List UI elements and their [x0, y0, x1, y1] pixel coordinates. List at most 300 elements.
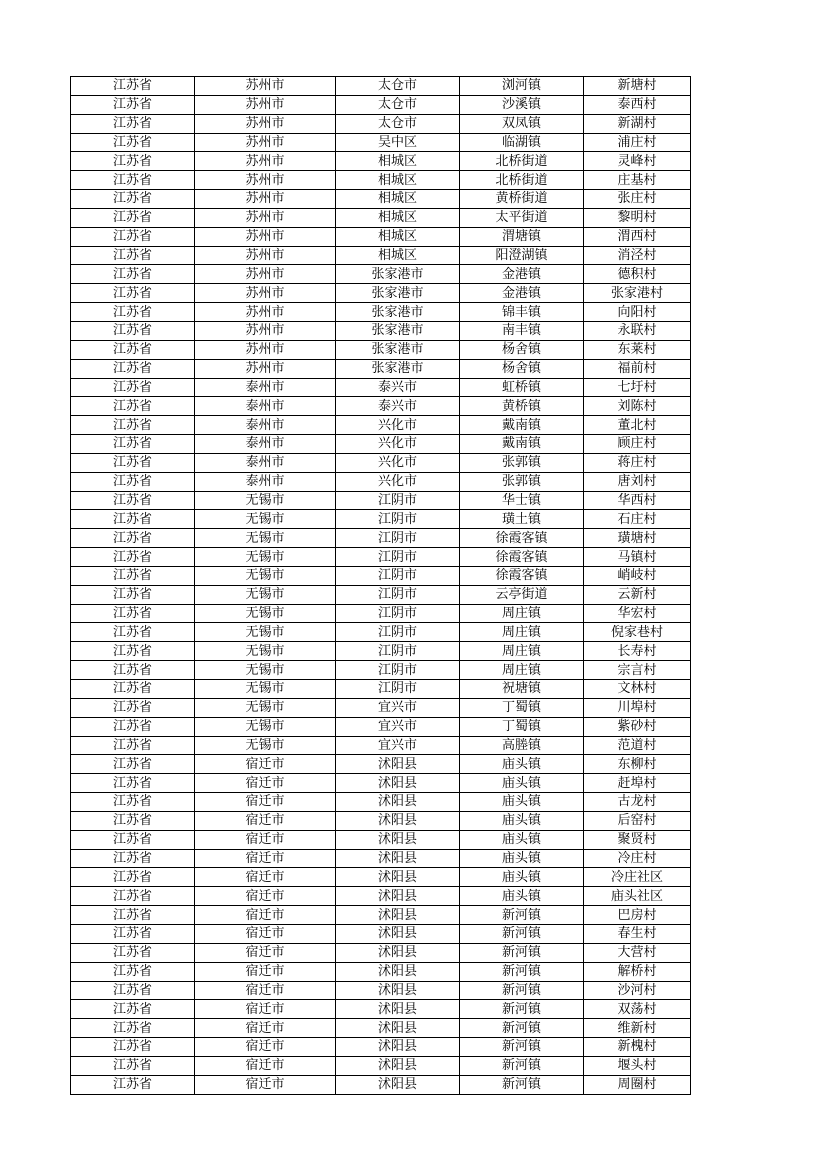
city-cell: 苏州市 [195, 321, 336, 340]
table-row [71, 1075, 691, 1094]
province-cell: 江苏省 [71, 208, 195, 227]
village-cell: 蒋庄村 [584, 453, 691, 472]
table-row [71, 566, 691, 585]
province-cell: 江苏省 [71, 284, 195, 303]
province-cell: 江苏省 [71, 265, 195, 284]
town-cell: 丁蜀镇 [460, 717, 584, 736]
city-cell: 苏州市 [195, 246, 336, 265]
county-cell: 相城区 [336, 208, 460, 227]
county-cell: 江阴市 [336, 623, 460, 642]
town-cell: 临湖镇 [460, 133, 584, 152]
town-cell: 张郭镇 [460, 453, 584, 472]
city-cell: 无锡市 [195, 623, 336, 642]
table-row [71, 265, 691, 284]
table-row [71, 152, 691, 171]
table-row [71, 171, 691, 190]
table-row [71, 623, 691, 642]
city-cell: 宿迁市 [195, 1056, 336, 1075]
town-cell: 渭塘镇 [460, 227, 584, 246]
table-row [71, 321, 691, 340]
town-cell: 金港镇 [460, 265, 584, 284]
town-cell: 新河镇 [460, 906, 584, 925]
province-cell: 江苏省 [71, 924, 195, 943]
town-cell: 南丰镇 [460, 321, 584, 340]
village-cell: 倪家巷村 [584, 623, 691, 642]
county-cell: 沭阳县 [336, 1000, 460, 1019]
county-cell: 太仓市 [336, 77, 460, 96]
county-cell: 相城区 [336, 227, 460, 246]
city-cell: 苏州市 [195, 208, 336, 227]
table-row [71, 962, 691, 981]
county-cell: 相城区 [336, 190, 460, 209]
town-cell: 新河镇 [460, 1056, 584, 1075]
village-cell: 张家港村 [584, 284, 691, 303]
village-cell: 新湖村 [584, 114, 691, 133]
town-cell: 新河镇 [460, 924, 584, 943]
table-row [71, 77, 691, 96]
city-cell: 宿迁市 [195, 830, 336, 849]
county-cell: 吴中区 [336, 133, 460, 152]
county-cell: 沭阳县 [336, 943, 460, 962]
village-cell: 消泾村 [584, 246, 691, 265]
table-row [71, 340, 691, 359]
town-cell: 新河镇 [460, 1019, 584, 1038]
province-cell: 江苏省 [71, 793, 195, 812]
province-cell: 江苏省 [71, 453, 195, 472]
village-cell: 华宏村 [584, 604, 691, 623]
city-cell: 宿迁市 [195, 962, 336, 981]
county-cell: 江阴市 [336, 585, 460, 604]
town-cell: 庙头镇 [460, 849, 584, 868]
town-cell: 璜土镇 [460, 510, 584, 529]
county-cell: 兴化市 [336, 416, 460, 435]
village-cell: 双荡村 [584, 1000, 691, 1019]
county-cell: 沭阳县 [336, 811, 460, 830]
county-cell: 江阴市 [336, 566, 460, 585]
county-cell: 兴化市 [336, 453, 460, 472]
city-cell: 无锡市 [195, 698, 336, 717]
town-cell: 周庄镇 [460, 642, 584, 661]
town-cell: 新河镇 [460, 1038, 584, 1057]
village-cell: 庙头社区 [584, 887, 691, 906]
province-cell: 江苏省 [71, 566, 195, 585]
province-cell: 江苏省 [71, 416, 195, 435]
table-row [71, 472, 691, 491]
village-cell: 石庄村 [584, 510, 691, 529]
town-cell: 锦丰镇 [460, 303, 584, 322]
county-cell: 宜兴市 [336, 717, 460, 736]
town-cell: 北桥街道 [460, 171, 584, 190]
town-cell: 丁蜀镇 [460, 698, 584, 717]
village-cell: 张庄村 [584, 190, 691, 209]
city-cell: 泰州市 [195, 378, 336, 397]
city-cell: 宿迁市 [195, 1075, 336, 1094]
town-cell: 徐霞客镇 [460, 566, 584, 585]
city-cell: 泰州市 [195, 472, 336, 491]
city-cell: 无锡市 [195, 680, 336, 699]
province-cell: 江苏省 [71, 661, 195, 680]
village-cell: 顾庄村 [584, 435, 691, 454]
table-row [71, 378, 691, 397]
city-cell: 宿迁市 [195, 793, 336, 812]
town-cell: 庙头镇 [460, 868, 584, 887]
table-row [71, 604, 691, 623]
province-cell: 江苏省 [71, 246, 195, 265]
province-cell: 江苏省 [71, 585, 195, 604]
city-cell: 宿迁市 [195, 981, 336, 1000]
village-cell: 灵峰村 [584, 152, 691, 171]
province-cell: 江苏省 [71, 114, 195, 133]
village-cell: 长寿村 [584, 642, 691, 661]
city-cell: 苏州市 [195, 227, 336, 246]
city-cell: 宿迁市 [195, 943, 336, 962]
city-cell: 宿迁市 [195, 906, 336, 925]
town-cell: 庙头镇 [460, 774, 584, 793]
city-cell: 泰州市 [195, 416, 336, 435]
table-row [71, 698, 691, 717]
province-cell: 江苏省 [71, 133, 195, 152]
village-table [70, 76, 691, 1095]
table-row [71, 1019, 691, 1038]
table-row [71, 849, 691, 868]
province-cell: 江苏省 [71, 774, 195, 793]
city-cell: 无锡市 [195, 548, 336, 567]
county-cell: 张家港市 [336, 284, 460, 303]
county-cell: 江阴市 [336, 548, 460, 567]
province-cell: 江苏省 [71, 830, 195, 849]
village-cell: 古龙村 [584, 793, 691, 812]
city-cell: 宿迁市 [195, 924, 336, 943]
village-cell: 峭岐村 [584, 566, 691, 585]
table-row [71, 303, 691, 322]
county-cell: 江阴市 [336, 604, 460, 623]
province-cell: 江苏省 [71, 1038, 195, 1057]
table-row [71, 774, 691, 793]
county-cell: 沭阳县 [336, 1019, 460, 1038]
table-row [71, 793, 691, 812]
city-cell: 宿迁市 [195, 868, 336, 887]
table-row [71, 208, 691, 227]
table-row [71, 585, 691, 604]
village-cell: 东柳村 [584, 755, 691, 774]
province-cell: 江苏省 [71, 378, 195, 397]
city-cell: 无锡市 [195, 661, 336, 680]
county-cell: 沭阳县 [336, 830, 460, 849]
town-cell: 新河镇 [460, 962, 584, 981]
village-cell: 冷庄村 [584, 849, 691, 868]
city-cell: 无锡市 [195, 510, 336, 529]
province-cell: 江苏省 [71, 906, 195, 925]
town-cell: 高塍镇 [460, 736, 584, 755]
table-row [71, 717, 691, 736]
village-cell: 解桥村 [584, 962, 691, 981]
county-cell: 江阴市 [336, 491, 460, 510]
table-row [71, 943, 691, 962]
county-cell: 沭阳县 [336, 981, 460, 1000]
county-cell: 沭阳县 [336, 868, 460, 887]
table-row [71, 95, 691, 114]
village-cell: 赶埠村 [584, 774, 691, 793]
county-cell: 相城区 [336, 171, 460, 190]
province-cell: 江苏省 [71, 887, 195, 906]
table-row [71, 529, 691, 548]
province-cell: 江苏省 [71, 303, 195, 322]
county-cell: 太仓市 [336, 95, 460, 114]
city-cell: 宿迁市 [195, 887, 336, 906]
city-cell: 泰州市 [195, 397, 336, 416]
village-cell: 春生村 [584, 924, 691, 943]
town-cell: 戴南镇 [460, 416, 584, 435]
village-cell: 董北村 [584, 416, 691, 435]
village-cell: 冷庄社区 [584, 868, 691, 887]
town-cell: 杨舍镇 [460, 340, 584, 359]
village-cell: 宗言村 [584, 661, 691, 680]
province-cell: 江苏省 [71, 397, 195, 416]
table-row [71, 755, 691, 774]
city-cell: 宿迁市 [195, 1038, 336, 1057]
county-cell: 江阴市 [336, 529, 460, 548]
table-row [71, 284, 691, 303]
table-row [71, 981, 691, 1000]
town-cell: 新河镇 [460, 943, 584, 962]
county-cell: 张家港市 [336, 303, 460, 322]
province-cell: 江苏省 [71, 623, 195, 642]
village-cell: 大营村 [584, 943, 691, 962]
table-row [71, 868, 691, 887]
county-cell: 沭阳县 [336, 755, 460, 774]
county-cell: 江阴市 [336, 661, 460, 680]
province-cell: 江苏省 [71, 340, 195, 359]
town-cell: 徐霞客镇 [460, 529, 584, 548]
town-cell: 戴南镇 [460, 435, 584, 454]
table-row [71, 133, 691, 152]
county-cell: 兴化市 [336, 472, 460, 491]
city-cell: 泰州市 [195, 453, 336, 472]
table-row [71, 906, 691, 925]
table-row [71, 642, 691, 661]
province-cell: 江苏省 [71, 491, 195, 510]
province-cell: 江苏省 [71, 698, 195, 717]
county-cell: 沭阳县 [336, 1038, 460, 1057]
village-cell: 聚贤村 [584, 830, 691, 849]
province-cell: 江苏省 [71, 1075, 195, 1094]
province-cell: 江苏省 [71, 1056, 195, 1075]
county-cell: 张家港市 [336, 321, 460, 340]
city-cell: 苏州市 [195, 114, 336, 133]
province-cell: 江苏省 [71, 171, 195, 190]
city-cell: 无锡市 [195, 642, 336, 661]
village-cell: 华西村 [584, 491, 691, 510]
city-cell: 宿迁市 [195, 1000, 336, 1019]
county-cell: 沭阳县 [336, 887, 460, 906]
town-cell: 黄桥镇 [460, 397, 584, 416]
village-cell: 泰西村 [584, 95, 691, 114]
table-row [71, 227, 691, 246]
town-cell: 新河镇 [460, 981, 584, 1000]
province-cell: 江苏省 [71, 680, 195, 699]
province-cell: 江苏省 [71, 755, 195, 774]
village-cell: 新塘村 [584, 77, 691, 96]
province-cell: 江苏省 [71, 529, 195, 548]
city-cell: 无锡市 [195, 604, 336, 623]
village-cell: 永联村 [584, 321, 691, 340]
village-cell: 巴房村 [584, 906, 691, 925]
village-cell: 后窑村 [584, 811, 691, 830]
province-cell: 江苏省 [71, 95, 195, 114]
table-row [71, 680, 691, 699]
city-cell: 苏州市 [195, 171, 336, 190]
county-cell: 沭阳县 [336, 849, 460, 868]
city-cell: 苏州市 [195, 152, 336, 171]
table-row [71, 510, 691, 529]
city-cell: 宿迁市 [195, 755, 336, 774]
town-cell: 浏河镇 [460, 77, 584, 96]
table-row [71, 114, 691, 133]
province-cell: 江苏省 [71, 1019, 195, 1038]
table-row [71, 416, 691, 435]
city-cell: 无锡市 [195, 736, 336, 755]
city-cell: 苏州市 [195, 359, 336, 378]
table-row [71, 661, 691, 680]
village-cell: 新槐村 [584, 1038, 691, 1057]
county-cell: 太仓市 [336, 114, 460, 133]
table-row [71, 453, 691, 472]
county-cell: 泰兴市 [336, 397, 460, 416]
town-cell: 庙头镇 [460, 887, 584, 906]
county-cell: 沭阳县 [336, 774, 460, 793]
city-cell: 苏州市 [195, 303, 336, 322]
county-cell: 沭阳县 [336, 906, 460, 925]
province-cell: 江苏省 [71, 811, 195, 830]
province-cell: 江苏省 [71, 472, 195, 491]
county-cell: 江阴市 [336, 510, 460, 529]
city-cell: 无锡市 [195, 585, 336, 604]
province-cell: 江苏省 [71, 642, 195, 661]
county-cell: 泰兴市 [336, 378, 460, 397]
table-row [71, 435, 691, 454]
village-cell: 刘陈村 [584, 397, 691, 416]
table-row [71, 830, 691, 849]
village-cell: 黎明村 [584, 208, 691, 227]
village-cell: 庄基村 [584, 171, 691, 190]
village-cell: 维新村 [584, 1019, 691, 1038]
village-cell: 璜塘村 [584, 529, 691, 548]
town-cell: 张郭镇 [460, 472, 584, 491]
county-cell: 相城区 [336, 152, 460, 171]
town-cell: 周庄镇 [460, 604, 584, 623]
town-cell: 杨舍镇 [460, 359, 584, 378]
city-cell: 苏州市 [195, 190, 336, 209]
city-cell: 泰州市 [195, 435, 336, 454]
town-cell: 金港镇 [460, 284, 584, 303]
town-cell: 太平街道 [460, 208, 584, 227]
city-cell: 苏州市 [195, 77, 336, 96]
county-cell: 沭阳县 [336, 962, 460, 981]
town-cell: 庙头镇 [460, 811, 584, 830]
county-cell: 沭阳县 [336, 1075, 460, 1094]
village-cell: 福前村 [584, 359, 691, 378]
province-cell: 江苏省 [71, 604, 195, 623]
city-cell: 宿迁市 [195, 774, 336, 793]
province-cell: 江苏省 [71, 1000, 195, 1019]
province-cell: 江苏省 [71, 962, 195, 981]
table-row [71, 548, 691, 567]
county-cell: 张家港市 [336, 359, 460, 378]
county-cell: 江阴市 [336, 642, 460, 661]
province-cell: 江苏省 [71, 321, 195, 340]
town-cell: 沙溪镇 [460, 95, 584, 114]
county-cell: 沭阳县 [336, 924, 460, 943]
province-cell: 江苏省 [71, 190, 195, 209]
town-cell: 新河镇 [460, 1000, 584, 1019]
town-cell: 庙头镇 [460, 830, 584, 849]
town-cell: 云亭街道 [460, 585, 584, 604]
town-cell: 祝塘镇 [460, 680, 584, 699]
town-cell: 虹桥镇 [460, 378, 584, 397]
town-cell: 周庄镇 [460, 623, 584, 642]
table-row [71, 397, 691, 416]
table-row [71, 359, 691, 378]
village-cell: 川埠村 [584, 698, 691, 717]
town-cell: 庙头镇 [460, 793, 584, 812]
table-row [71, 811, 691, 830]
village-cell: 文林村 [584, 680, 691, 699]
city-cell: 无锡市 [195, 717, 336, 736]
city-cell: 苏州市 [195, 95, 336, 114]
county-cell: 张家港市 [336, 265, 460, 284]
province-cell: 江苏省 [71, 152, 195, 171]
province-cell: 江苏省 [71, 868, 195, 887]
city-cell: 苏州市 [195, 284, 336, 303]
town-cell: 新河镇 [460, 1075, 584, 1094]
town-cell: 庙头镇 [460, 755, 584, 774]
province-cell: 江苏省 [71, 548, 195, 567]
city-cell: 宿迁市 [195, 811, 336, 830]
county-cell: 沭阳县 [336, 1056, 460, 1075]
province-cell: 江苏省 [71, 981, 195, 1000]
province-cell: 江苏省 [71, 736, 195, 755]
town-cell: 双凤镇 [460, 114, 584, 133]
town-cell: 阳澄湖镇 [460, 246, 584, 265]
village-cell: 马镇村 [584, 548, 691, 567]
city-cell: 无锡市 [195, 529, 336, 548]
city-cell: 宿迁市 [195, 1019, 336, 1038]
town-cell: 黄桥街道 [460, 190, 584, 209]
village-cell: 云新村 [584, 585, 691, 604]
table-row [71, 1000, 691, 1019]
town-cell: 北桥街道 [460, 152, 584, 171]
table-row [71, 1056, 691, 1075]
province-cell: 江苏省 [71, 943, 195, 962]
province-cell: 江苏省 [71, 359, 195, 378]
province-cell: 江苏省 [71, 717, 195, 736]
village-cell: 德积村 [584, 265, 691, 284]
table-row [71, 736, 691, 755]
town-cell: 周庄镇 [460, 661, 584, 680]
village-cell: 沙河村 [584, 981, 691, 1000]
village-cell: 东莱村 [584, 340, 691, 359]
city-cell: 苏州市 [195, 265, 336, 284]
village-cell: 向阳村 [584, 303, 691, 322]
town-cell: 徐霞客镇 [460, 548, 584, 567]
city-cell: 无锡市 [195, 566, 336, 585]
county-cell: 兴化市 [336, 435, 460, 454]
county-cell: 张家港市 [336, 340, 460, 359]
city-cell: 无锡市 [195, 491, 336, 510]
province-cell: 江苏省 [71, 435, 195, 454]
county-cell: 宜兴市 [336, 698, 460, 717]
village-cell: 范道村 [584, 736, 691, 755]
